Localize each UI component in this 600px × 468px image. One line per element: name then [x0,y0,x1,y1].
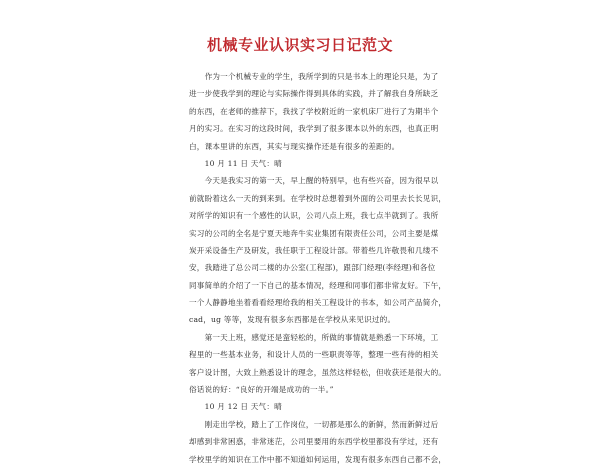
body-line: 的东西，在老师的推荐下，我找了学校附近的一家机床厂进行了为期半个 [189,106,439,116]
body-line: 实习的公司的全名是宁夏天地奔牛实业集团有限责任公司，公司主要是煤 [189,228,439,238]
body-line: 进一步使我学到的理论与实际操作得到具体的实践，并了解我自身所缺乏 [189,89,439,99]
body-line: 月的实习。在实习的这段时间，我学到了很多课本以外的东西，也真正明 [189,124,439,134]
body-line: 却感到非常困惑，非常迷茫，公司里要用的东西学校里都没有学过，还有 [189,437,439,447]
diary-date-line: 10 月 11 日 天气：晴 [189,158,282,168]
body-line: 俗话说的好：“良好的开端是成功的一半。” [189,385,334,395]
body-line: 程里的一些基本业务，和设计人员的一些职责等等，整理一些有待的相关 [189,350,439,360]
body-line: 第一天上班，感觉还是蛮轻松的，所做的事情就是熟悉一下环境，工 [189,332,439,342]
body-line: cad，ug 等等，发现有很多东西都是在学校从来见识过的。 [189,315,396,325]
body-line: 作为一个机械专业的学生，我所学到的只是书本上的理论只是，为了 [189,72,439,81]
body-line: 同事简单的介绍了一下自己的基本情况，经理和同事们都非常友好。下午， [189,280,447,290]
document-body [189,68,447,468]
body-line: 对所学的知识有一个感性的认识，公司八点上班，我七点半就到了。我所 [189,211,439,221]
body-line: 前就盼着这么一天的到来到。在学校时总想着到外面的公司里去长长见识， [189,193,447,203]
body-line: 学校里学的知识在工作中都不知道如何运用，发现有很多东西自己都不会， [189,454,447,464]
body-line: 白，课本里讲的东西，其实与现实操作还是有很多的差距的。 [189,141,400,151]
body-line: 今天是我实习的第一天，早上醒的特别早，也有些兴奋，因为很早以 [189,176,439,186]
body-line: 安，我踏进了总公司二楼的办公室(工程部)，跟部门经理(李经理)和各位 [189,263,436,273]
document-title: 机械专业认识实习日记范文 [206,36,393,54]
diary-date-line: 10 月 12 日 天气：晴 [189,402,282,412]
body-line: 炭开采设备生产及研发，我任职于工程设计部。带着些几许敬畏和几缕不 [189,245,439,255]
body-line: 客户设计图，大致上熟悉设计的理念，虽然这样轻松，但收获还是很大的。 [189,367,447,377]
body-line: 刚走出学校，踏上了工作岗位，一切都是那么的新鲜，然而新鲜过后 [189,419,439,429]
body-line: 一个人静静地坐着看看经理给我的相关工程设计的书本，如公司产品简介， [189,298,447,308]
